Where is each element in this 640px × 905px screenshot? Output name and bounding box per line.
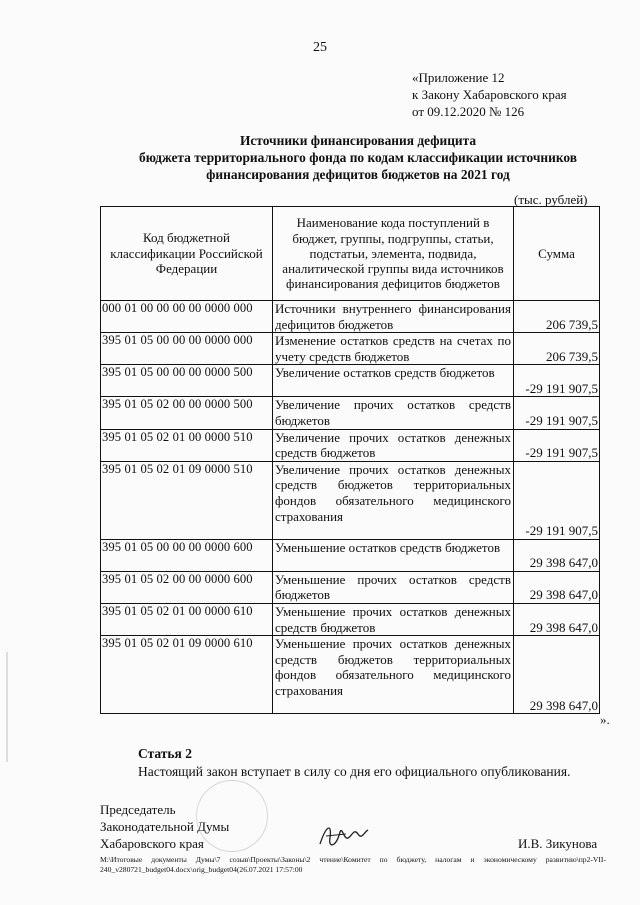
row-code: 395 01 05 00 00 00 0000 600 [101, 539, 273, 571]
row-code: 395 01 05 00 00 00 0000 000 [101, 333, 273, 365]
table-row [101, 603, 600, 635]
row-amount: 29 398 647,0 [514, 539, 600, 571]
appendix-reference [412, 69, 567, 120]
handwritten-signature [316, 818, 376, 854]
row-code: 395 01 05 02 01 00 0000 610 [101, 603, 273, 635]
financing-sources-table [100, 206, 600, 714]
row-code: 395 01 05 02 00 00 0000 600 [101, 571, 273, 603]
row-code: 395 01 05 02 01 09 0000 510 [101, 461, 273, 539]
table-row [101, 571, 600, 603]
signer-position-line: Председатель [100, 802, 176, 817]
title-line: финансирования дефицитов бюджетов на 2021 год [206, 167, 510, 182]
page-number: 25 [313, 40, 327, 55]
header-amount: Сумма [514, 207, 600, 301]
row-amount: 29 398 647,0 [514, 571, 600, 603]
table-row [101, 461, 600, 539]
row-code: 395 01 05 00 00 00 0000 500 [101, 365, 273, 397]
header-code: Код бюджетной классификации Российской Федерации [101, 207, 273, 301]
row-name: Источники внутреннего финансирования дефицитов бюджетов [273, 301, 514, 333]
units-label: (тыс. рублей) [514, 192, 588, 207]
row-name: Уменьшение прочих остатков средств бюджетов [273, 571, 514, 603]
row-amount: 29 398 647,0 [514, 636, 600, 714]
table-row [101, 333, 600, 365]
row-amount: -29 191 907,5 [514, 461, 600, 539]
table-row [101, 636, 600, 714]
signer-position [100, 801, 229, 852]
table-row [101, 365, 600, 397]
row-amount: 29 398 647,0 [514, 603, 600, 635]
row-name: Изменение остатков средств на счетах по учету средств бюджетов [273, 333, 514, 365]
row-name: Увеличение прочих остатков денежных средств бюджетов [273, 429, 514, 461]
appendix-line: «Приложение 12 [412, 70, 505, 85]
row-code: 395 01 05 02 01 09 0000 610 [101, 636, 273, 714]
document-title [100, 132, 616, 183]
table-row [101, 429, 600, 461]
row-amount: -29 191 907,5 [514, 365, 600, 397]
table-row [101, 301, 600, 333]
header-name: Наименование кода поступлений в бюджет, группы, подгруппы, статьи, подстатьи, элемента, подвида, аналитической группы вида источников финансирования дефицитов бюджетов [273, 207, 514, 301]
row-name: Уменьшение остатков средств бюджетов [273, 539, 514, 571]
row-name: Увеличение остатков средств бюджетов [273, 365, 514, 397]
row-code: 000 01 00 00 00 00 0000 000 [101, 301, 273, 333]
title-line: бюджета территориального фонда по кодам классификации источников [139, 150, 577, 165]
title-line: Источники финансирования дефицита [239, 133, 477, 148]
row-code: 395 01 05 02 01 00 0000 510 [101, 429, 273, 461]
row-amount: -29 191 907,5 [514, 397, 600, 429]
table-row [101, 397, 600, 429]
signer-position-line: Законодательной Думы [100, 819, 230, 834]
row-amount: -29 191 907,5 [514, 429, 600, 461]
row-name: Уменьшение прочих остатков денежных средств бюджетов территориальных фондов обязательного медицинского страхования [273, 636, 514, 714]
article-title: Статья 2 [138, 746, 192, 761]
scan-artifact [6, 652, 8, 762]
row-name: Увеличение прочих остатков средств бюджетов [273, 397, 514, 429]
row-name: Увеличение прочих остатков денежных средств бюджетов территориальных фондов обязательного медицинского страхования [273, 461, 514, 539]
appendix-line: от 09.12.2020 № 126 [412, 104, 525, 119]
signer-position-line: Хабаровского края [100, 836, 204, 851]
file-path-footer: М:\Итоговые документы Думы\7 созыв\Проекты\Законы\2 чтение\Комитет по бюджету, налогам и экономическому развитию\пр2-VII-240_v280721_budget04.docx\orig_budget04(26.07.2021 17:57:00 [100, 855, 606, 874]
signer-name: И.В. Зикунова [518, 836, 598, 851]
article-text: Настоящий закон вступает в силу со дня его официального опубликования. [138, 764, 571, 779]
table-row [101, 539, 600, 571]
closing-quote: ». [600, 712, 610, 727]
row-amount: 206 739,5 [514, 333, 600, 365]
appendix-line: к Закону Хабаровского края [412, 87, 567, 102]
row-amount: 206 739,5 [514, 301, 600, 333]
row-code: 395 01 05 02 00 00 0000 500 [101, 397, 273, 429]
table-header-row [101, 207, 600, 301]
row-name: Уменьшение прочих остатков денежных средств бюджетов [273, 603, 514, 635]
